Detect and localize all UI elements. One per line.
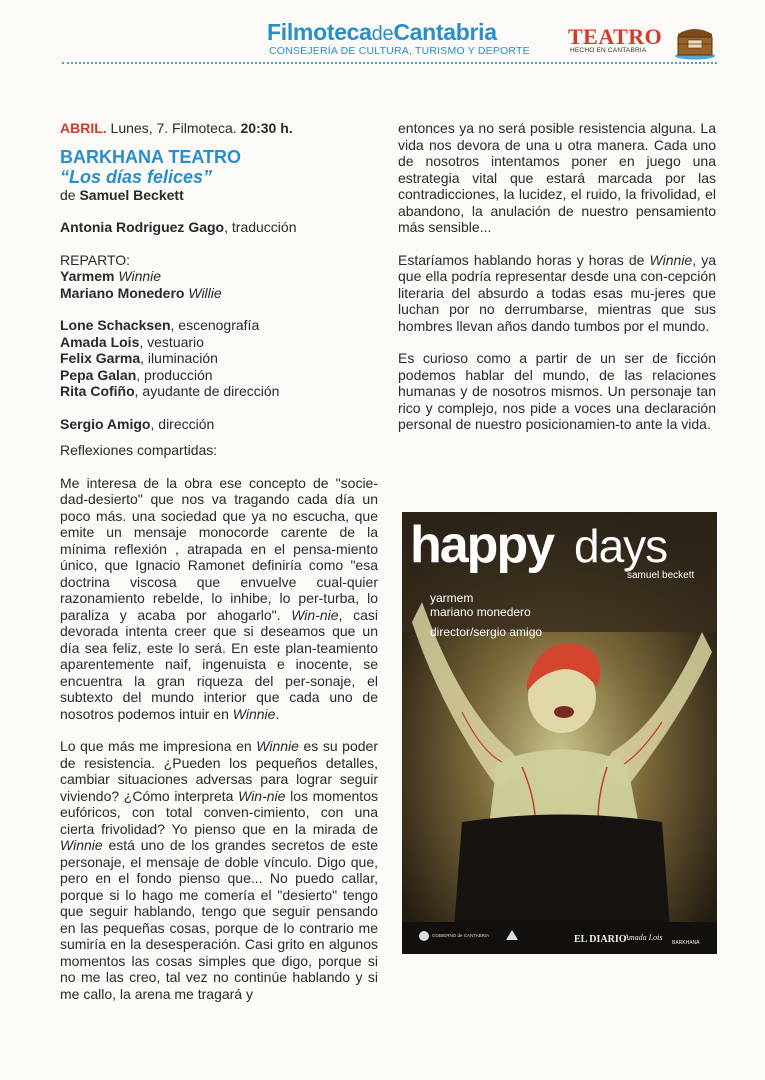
filmoteca-subtitle: CONSEJERÍA DE CULTURA, TURISMO Y DEPORTE [269,45,530,57]
right-column [398,120,716,433]
body-paragraph-2: Lo que más me impresiona en Winnie es su poder de resistencia. ¿Pueden los pequeños detalles, cambiar situaciones adversas para lograr seguir viviendo? ¿Cómo interpreta Win-nie los momentos eufóricos, con total conven-cimiento, con una cierta frivolidad? Yo pienso que en la mirada de Winnie está uno de los grandes secretos de este personaje, el mensaje de doble vínculo. Digo que, pero en el fondo pienso que... No puedo callar, porque si lo hago me comería el "desierto" tengo que seguir hablando, tengo que seguir pensando en las pequeñas cosas, porque de lo contrario me sumiría en la desesperación. Casi grito en algunos momentos las cosas simples que digo, porque si no me las creo, tal vez no continúe hablando y si me callo, la arena me tragará y [60,738,378,1002]
crew-item: Felix Garma, iluminación [60,350,218,366]
cantabria-seal-icon [419,931,429,941]
page-header [0,0,765,70]
body-paragraph-3: entonces ya no será posible resistencia alguna. La vida nos devora de una u otra manera. Cada uno de nosotros intentamos poner en juego una estrategia vital que estará marcada por las contradicciones, la lucidez, el ruido, la frivolidad, el abandono, la anulación de nuestro pensamiento más sensible... [398,120,716,235]
cast-heading: REPARTO: [60,251,131,268]
teatro-logo [568,22,718,60]
sponsor-amada-lois: Amada Lois [624,933,663,942]
poster-cast-1: yarmem [430,591,474,605]
poster-title-days: days [574,520,668,572]
body-paragraph-5: Es curioso como a partir de un ser de ficción podemos hablar del mundo, de las relaciones humanas y de nosotros mismos. Un personaje tan rico y complejo, nos pide a voces una declaración personal de nuestro posicionamien-to ante la vida. [398,350,716,432]
company-name: BARKHANA TEATRO [60,146,241,167]
crew-item: Pepa Galan, producción [60,366,213,383]
poster-cast-2: mariano monedero [430,605,531,619]
translator-line: Antonia Rodriguez Gago, traducción [60,219,297,235]
director-line: Sergio Amigo, dirección [60,415,215,432]
teatro-subtitle: HECHO EN CANTABRIA [570,47,647,54]
event-date-line: ABRIL. Lunes, 7. Filmoteca. 20:30 h. [60,120,293,136]
filmoteca-logo: FilmotecadeCantabria [267,19,497,45]
cast-item: Yarmem Winnie [60,268,162,284]
poster-title-happy: happy [410,516,554,574]
play-author: de Samuel Beckett [60,186,184,203]
happy-days-poster [402,512,717,954]
crew-item: Amada Lois, vestuario [60,333,204,350]
sponsor-eldiario: EL DIARIO [574,934,627,945]
crew-item: Lone Schacksen, escenografía [60,317,260,333]
teatro-title: TEATRO [568,24,663,49]
cast-item: Mariano Monedero Willie [60,284,222,301]
poster-director: director/sergio amigo [430,625,543,639]
trunk-icon [674,22,716,60]
crew-item: Rita Cofiño, ayudante de dirección [60,383,280,399]
poster-artwork [402,512,717,954]
body-paragraph-4: Estaríamos hablando horas y horas de Winnie, ya que ella podría representar desde una con-cepción literaria del absurdo a todas esas mu-jeres que luchan por no derrumbarse, mientras que sus hombres llevan años dando tumbos por el mundo. [398,251,716,334]
left-column [60,120,378,1002]
body-paragraph-1: Me interesa de la obra ese concepto de "socie-dad-desierto" que nos va tragando cada día un poco más. una sociedad que ya no escucha, que emite un mensaje monocorde carente de la mínima reflexión , atrapada en el pensa-miento único, que Ignacio Ramonet definiría como "esa doctrina viscosa que envuelve cual-quier razonamiento rebelde, lo inhibe, lo per-turba, lo paraliza y acaba por ahogarlo". Win-nie, casi devorada intenta creer que si deseamos que un día sea feliz, este lo será. En este plan-teamiento aparentemente naif, ingenuista e inocente, se encuentra la gran riqueza del per-sonaje, el subtexto del mundo interior que cada uno de nosotros podemos intuir en Winnie. [60,474,379,722]
play-title: “Los días felices” [60,166,213,187]
sponsor-barkhana: BARKHANA [672,940,700,946]
sponsor-gobierno: GOBIERNO de CANTABRIA [432,933,490,938]
reflections-heading: Reflexiones compartidas: [60,442,218,458]
poster-author: samuel beckett [627,570,695,581]
header-divider [62,62,717,64]
